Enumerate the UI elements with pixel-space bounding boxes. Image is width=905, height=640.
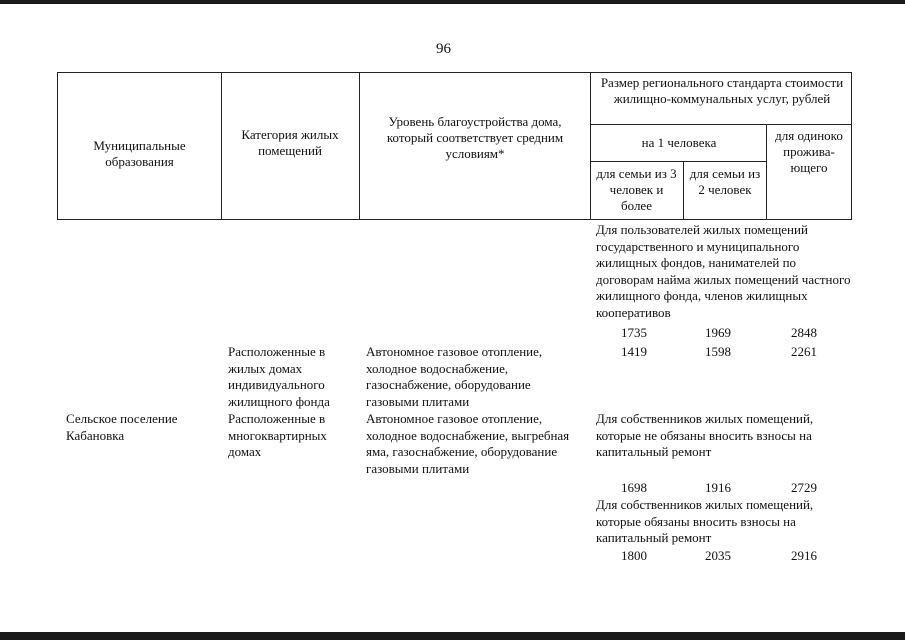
scan-border-bottom (0, 632, 905, 640)
group2-value-single: 2729 (791, 480, 817, 495)
row1-value-single: 2261 (791, 344, 817, 359)
row1-level: Автономное газовое отопление, холодное водоснабжение, газоснабжение, оборудование газовыми плитами (366, 344, 543, 409)
group3-value-single: 2916 (791, 548, 817, 563)
header-municipalities: Муниципальные образования (93, 138, 186, 169)
group3-value-family2: 2035 (705, 548, 731, 563)
header-per-person: на 1 человека (641, 135, 717, 150)
group3-value-family3: 1800 (621, 548, 647, 563)
table-header (57, 72, 852, 220)
municipality-name: Сельское поселение Кабановка (66, 411, 178, 443)
header-category: Категория жилых помещений (241, 127, 339, 158)
group1-value-family3: 1735 (621, 325, 647, 340)
group3-label: Для собственников жилых помещений, которые обязаны вносить взносы на капитальный ремонт (596, 497, 814, 545)
header-family-3: для семьи из 3 человек и более (596, 166, 677, 213)
group2-value-family2: 1916 (705, 480, 731, 495)
header-family-2: для семьи из 2 человек (689, 166, 761, 197)
group1-value-family2: 1969 (705, 325, 731, 340)
row2-level: Автономное газовое отопление, холодное водоснабжение, выгребная яма, газоснабжение, оборудование газовыми плитами (366, 411, 570, 476)
group1-value-single: 2848 (791, 325, 817, 340)
row1-value-family3: 1419 (621, 344, 647, 359)
row1-category: Расположенные в жилых домах индивидуального жилищного фонда (228, 344, 330, 409)
scan-border-top (0, 0, 905, 4)
header-single: для одиноко прожива-ющего (775, 128, 843, 175)
row2-category: Расположенные в многоквартирных домах (228, 411, 327, 459)
group2-value-family3: 1698 (621, 480, 647, 495)
row1-value-family2: 1598 (705, 344, 731, 359)
header-standard-size: Размер регионального стандарта стоимости жилищно-коммунальных услуг, рублей (600, 75, 844, 106)
group1-label: Для пользователей жилых помещений государственного и муниципального жилищных фондов, нанимателей по договорам найма жилых помещений частного жилищного фонда, членов жилищных кооперативов (596, 222, 851, 320)
header-level: Уровень благоустройства дома, который соответствует средним условиям* (386, 114, 564, 161)
group2-label: Для собственников жилых помещений, которые не обязаны вносить взносы на капитальный ремонт (596, 411, 814, 459)
page-number: 96 (436, 41, 451, 57)
